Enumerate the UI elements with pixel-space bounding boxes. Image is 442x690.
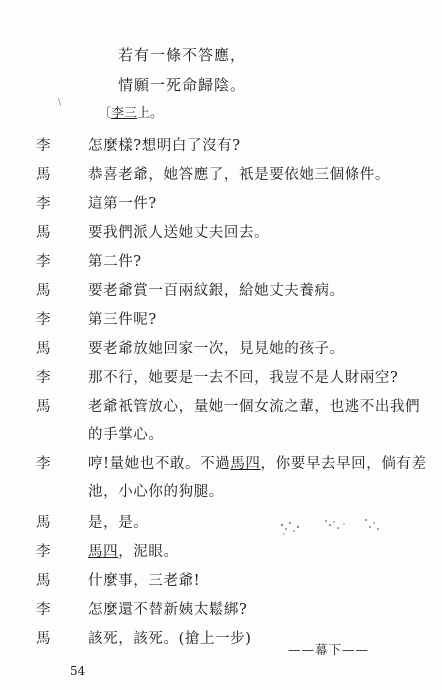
dialogue-text: 要老爺放她回家一次，見見她的孩子。 xyxy=(88,341,345,357)
dialogue-text-continued: 池，小心你的狗腿。 xyxy=(88,484,224,500)
stage-direction-text: 上。 xyxy=(137,106,164,121)
speaker-label: 馬 xyxy=(36,225,51,241)
speaker-label: 馬 xyxy=(36,631,51,647)
dialogue-text: 怎麼還不替新姨太鬆綁? xyxy=(88,602,248,618)
speaker-label: 李 xyxy=(36,312,51,328)
speaker-label: 李 xyxy=(36,456,51,472)
page-number: 54 xyxy=(70,664,86,678)
speaker-label: 李 xyxy=(36,370,51,386)
dialogue-text: 恭喜老爺，她答應了，祇是要依她三個條件。 xyxy=(88,167,390,183)
dialogue-text xyxy=(88,540,179,561)
dialogue-text-part: ，泥眼。 xyxy=(118,544,179,560)
dialogue-text: 什麼事，三老爺! xyxy=(88,573,201,589)
speaker-label: 馬 xyxy=(36,573,51,589)
dialogue-text: 老爺祇管放心，量她一個女流之輩，也逃不出我們 xyxy=(88,399,421,415)
dialogue-text: 第三件呢? xyxy=(88,312,157,328)
verse-line: 情願一死命歸陰。 xyxy=(118,76,247,94)
dialogue-text-part: ，你要早去早回，倘有差 xyxy=(260,456,427,472)
dialogue-text: 第二件? xyxy=(88,254,142,270)
dialogue-text-continued: 的手掌心。 xyxy=(88,427,164,443)
stage-direction xyxy=(98,102,163,121)
dialogue-text-part: 哼!量她也不敢。不過 xyxy=(88,456,231,472)
stage-direction-bracket: 〔 xyxy=(98,106,112,121)
dialogue-text: 怎麼樣?想明白了沒有? xyxy=(88,138,241,154)
underlined-name: 馬四 xyxy=(230,456,261,472)
ink-smudge xyxy=(276,515,384,539)
speaker-label: 馬 xyxy=(36,515,51,531)
dialogue-text: 要老爺賞一百兩紋銀，給她丈夫養病。 xyxy=(88,283,345,299)
speaker-label: 李 xyxy=(36,138,51,154)
dialogue-text: 要我們派人送她丈夫回去。 xyxy=(88,225,270,241)
margin-mark: \ xyxy=(58,98,62,108)
speaker-label: 馬 xyxy=(36,167,51,183)
scene-end-marker: ——幕下—— xyxy=(288,642,370,657)
dialogue-text: 那不行，她要是一去不回，我豈不是人財兩空? xyxy=(88,370,399,386)
speaker-label: 李 xyxy=(36,544,51,560)
speaker-label: 馬 xyxy=(36,399,51,415)
verse-line: 若有一條不答應， xyxy=(118,46,247,64)
dialogue-text: 這第一件? xyxy=(88,196,157,212)
stage-direction-name: 李三 xyxy=(111,106,138,121)
dialogue-text: 是，是。 xyxy=(88,515,149,531)
dialogue-text: 該死，該死。(搶上一步) xyxy=(88,631,252,647)
speaker-label: 李 xyxy=(36,602,51,618)
underlined-name: 馬四 xyxy=(88,544,119,560)
dialogue-text xyxy=(88,452,427,473)
speaker-label: 馬 xyxy=(36,283,51,299)
speaker-label: 李 xyxy=(36,196,51,212)
speaker-label: 李 xyxy=(36,254,51,270)
speaker-label: 馬 xyxy=(36,341,51,357)
